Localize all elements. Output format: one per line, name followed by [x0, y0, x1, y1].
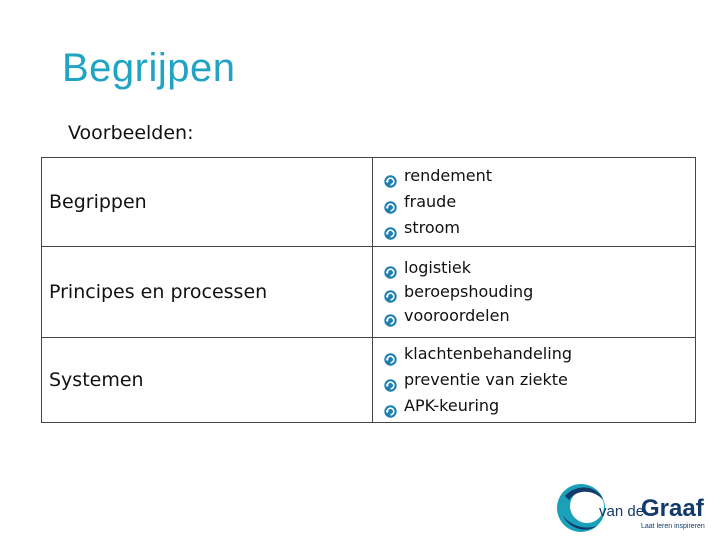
- item-text: fraude: [404, 192, 457, 211]
- examples-table: [41, 157, 696, 423]
- circle-arrow-bullet-icon: [384, 400, 397, 413]
- slide-title: Begrijpen: [62, 46, 236, 90]
- company-logo: [555, 482, 705, 534]
- items-cell: [373, 158, 696, 247]
- table-row: [42, 158, 696, 247]
- logo-tagline-text: Laat leren inspireren: [641, 523, 705, 530]
- slide-subtitle: Voorbeelden:: [68, 122, 194, 144]
- logo-prefix-text: van de: [599, 503, 645, 520]
- list-item: [384, 393, 695, 419]
- circle-arrow-bullet-icon: [384, 310, 397, 323]
- item-text: logistiek: [404, 258, 471, 277]
- list-item: [384, 189, 695, 215]
- item-text: beroepshouding: [404, 282, 534, 301]
- item-list: [373, 256, 695, 328]
- list-item: [384, 280, 695, 304]
- category-cell: Begrippen: [42, 158, 373, 247]
- list-item: [384, 215, 695, 241]
- category-cell: Systemen: [42, 338, 373, 423]
- item-text: APK-keuring: [404, 396, 500, 415]
- circle-arrow-bullet-icon: [384, 170, 397, 183]
- item-list: [373, 341, 695, 419]
- item-text: vooroordelen: [404, 306, 510, 325]
- list-item: [384, 256, 695, 280]
- circle-arrow-bullet-icon: [384, 374, 397, 387]
- van-de-graaf-logo-icon: [555, 482, 705, 534]
- logo-name-text: Graaf: [641, 495, 704, 522]
- circle-arrow-bullet-icon: [384, 262, 397, 275]
- item-text: rendement: [404, 166, 493, 185]
- circle-arrow-bullet-icon: [384, 286, 397, 299]
- items-cell: [373, 247, 696, 338]
- table-row: [42, 338, 696, 423]
- circle-arrow-bullet-icon: [384, 348, 397, 361]
- list-item: [384, 367, 695, 393]
- list-item: [384, 341, 695, 367]
- table-row: [42, 247, 696, 338]
- list-item: [384, 304, 695, 328]
- circle-arrow-bullet-icon: [384, 222, 397, 235]
- item-text: stroom: [404, 218, 460, 237]
- list-item: [384, 163, 695, 189]
- items-cell: [373, 338, 696, 423]
- category-cell: Principes en processen: [42, 247, 373, 338]
- item-text: klachtenbehandeling: [404, 344, 572, 363]
- item-text: preventie van ziekte: [404, 370, 568, 389]
- circle-arrow-bullet-icon: [384, 196, 397, 209]
- item-list: [373, 163, 695, 241]
